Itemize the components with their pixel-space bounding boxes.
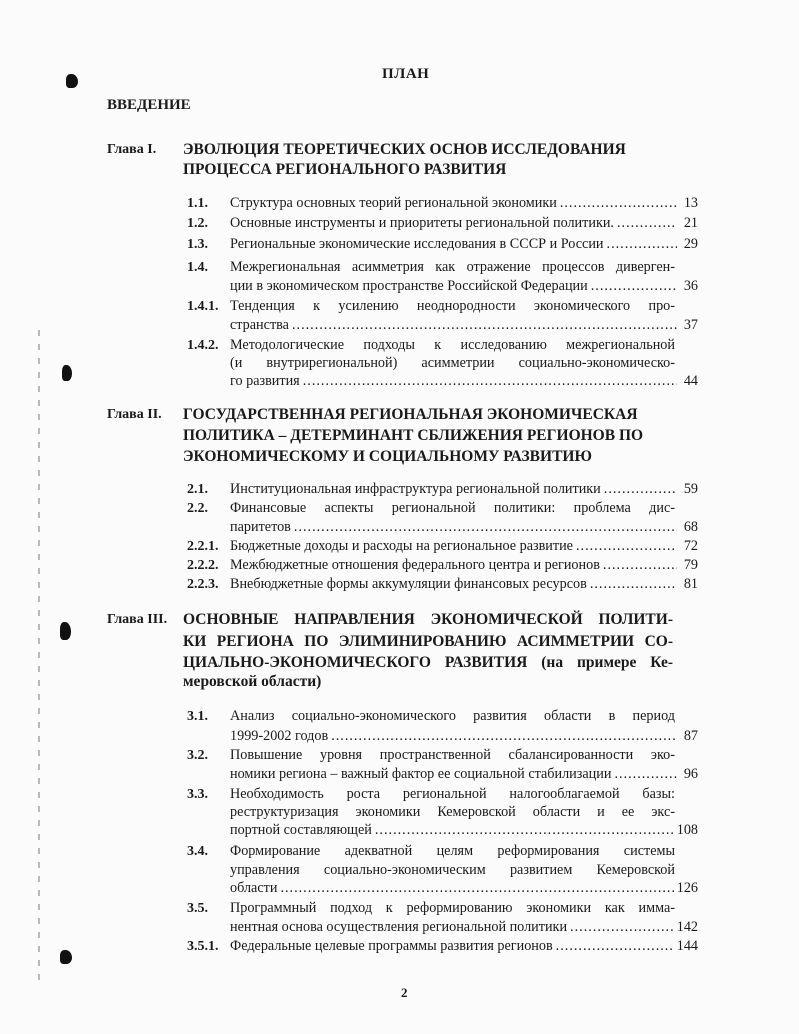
page-ref: 79 — [683, 557, 698, 573]
page-ref: 144 — [676, 938, 698, 954]
dot-leader — [280, 880, 673, 897]
dot-leader — [294, 519, 677, 536]
page-ref: 142 — [676, 919, 698, 935]
chapter-title-line: меровской области) — [183, 673, 322, 690]
page-ref: 44 — [683, 373, 698, 389]
page-ref: 87 — [683, 728, 698, 744]
dot-leader — [591, 278, 677, 295]
page-ref: 126 — [676, 880, 698, 896]
page-ref: 59 — [683, 481, 698, 497]
section-title-line: Повышение уровня пространственной сбалансированности эко- — [230, 747, 675, 763]
section-title-line: Программный подход к реформированию экономики как имма- — [230, 900, 675, 916]
chapter-title-line: КИ РЕГИОНА ПО ЭЛИМИНИРОВАНИЮ АСИММЕТРИИ СО- — [183, 633, 673, 650]
section-title-line: Финансовые аспекты региональной политики: проблема дис- — [230, 500, 675, 516]
page-ref: 108 — [676, 822, 698, 838]
section-title-line: Основные инструменты и приоритеты региональной политики. — [230, 215, 614, 231]
introduction-heading: ВВЕДЕНИЕ — [107, 97, 191, 113]
page-ref: 81 — [683, 576, 698, 592]
toc-entry-link[interactable] — [230, 919, 698, 936]
toc-entry-link[interactable] — [230, 538, 698, 555]
page-ref: 21 — [683, 215, 698, 231]
toc-entry-link[interactable] — [230, 317, 698, 334]
chapter-label: Глава I. — [107, 142, 157, 157]
toc-entry-link[interactable] — [230, 822, 698, 839]
section-title-line: портной составляющей — [230, 822, 372, 838]
section-number: 1.1. — [187, 196, 208, 211]
section-title-line: Федеральные целевые программы развития регионов — [230, 938, 553, 954]
section-title-line: Структура основных теорий региональной экономики — [230, 195, 557, 211]
chapter-label: Глава II. — [107, 407, 162, 422]
section-number: 3.1. — [187, 709, 208, 724]
section-number: 2.2.2. — [187, 558, 219, 573]
page-title: ПЛАН — [382, 66, 430, 82]
scan-mark-icon — [60, 950, 72, 964]
dot-leader — [375, 822, 674, 839]
section-number: 3.4. — [187, 844, 208, 859]
scan-mark-icon — [66, 74, 78, 88]
section-title-line: Формирование адекватной целям реформирования системы — [230, 843, 675, 859]
section-title-line: управления социально-экономическим развитием Кемеровской — [230, 862, 675, 878]
toc-entry-link[interactable] — [230, 880, 698, 897]
dot-leader — [570, 919, 674, 936]
section-title-line: (и внутрирегиональной) асимметрии социально-экономическо- — [230, 355, 675, 371]
page-ref: 36 — [683, 278, 698, 294]
section-title-line: паритетов — [230, 519, 291, 535]
section-number: 3.5.1. — [187, 939, 219, 954]
section-title-line: Методологические подходы к исследованию межрегиональной — [230, 337, 675, 353]
section-title-line: нентная основа осуществления региональной политики — [230, 919, 568, 935]
section-number: 2.1. — [187, 482, 208, 497]
dot-leader — [303, 373, 677, 390]
section-number: 1.4.1. — [187, 299, 219, 314]
toc-entry-link[interactable] — [230, 519, 698, 536]
section-title-line: Региональные экономические исследования в СССР и России — [230, 236, 604, 252]
section-title-line: области — [230, 880, 278, 896]
chapter-title-line: ЭКОНОМИЧЕСКОМУ И СОЦИАЛЬНОМУ РАЗВИТИЮ — [183, 448, 592, 465]
page-ref: 96 — [683, 766, 698, 782]
toc-entry-link[interactable] — [230, 557, 698, 574]
toc-entry-link[interactable] — [230, 195, 698, 212]
page-ref: 13 — [683, 195, 698, 211]
section-title-line: Внебюджетные формы аккумуляции финансовых ресурсов — [230, 576, 587, 592]
chapter-title-line: ЦИАЛЬНО-ЭКОНОМИЧЕСКОГО РАЗВИТИЯ (на примере Ке- — [183, 654, 673, 671]
page-ref: 29 — [683, 236, 698, 252]
dot-leader — [556, 938, 674, 955]
section-number: 3.3. — [187, 787, 208, 802]
toc-entry-link[interactable] — [230, 728, 698, 745]
scan-mark-icon — [62, 365, 72, 381]
dot-leader — [603, 557, 677, 574]
toc-entry-link[interactable] — [230, 373, 698, 390]
dot-leader — [617, 215, 677, 232]
section-title-line: 1999-2002 годов — [230, 728, 329, 744]
chapter-title-line: ПОЛИТИКА – ДЕТЕРМИНАНТ СБЛИЖЕНИЯ РЕГИОНОВ ПО — [183, 427, 644, 444]
toc-entry-link[interactable] — [230, 236, 698, 253]
toc-entry-link[interactable] — [230, 481, 698, 498]
section-title-line: Тенденция к усилению неоднородности экономического про- — [230, 298, 675, 314]
chapter-title-line: ПРОЦЕССА РЕГИОНАЛЬНОГО РАЗВИТИЯ — [183, 161, 507, 178]
chapter-title-line: ГОСУДАРСТВЕННАЯ РЕГИОНАЛЬНАЯ ЭКОНОМИЧЕСКАЯ — [183, 406, 638, 423]
scan-mark-icon — [60, 622, 71, 640]
section-title-line: Бюджетные доходы и расходы на региональное развитие — [230, 538, 573, 554]
toc-entry-link[interactable] — [230, 766, 698, 783]
section-title-line: странства — [230, 317, 289, 333]
chapter-label: Глава III. — [107, 612, 168, 627]
section-number: 3.2. — [187, 748, 208, 763]
dot-leader — [590, 576, 677, 593]
section-title-line: Межбюджетные отношения федерального центра и регионов — [230, 557, 600, 573]
section-title-line: ции в экономическом пространстве Российской Федерации — [230, 278, 588, 294]
page-ref: 37 — [683, 317, 698, 333]
dot-leader — [607, 236, 677, 253]
section-number: 3.5. — [187, 901, 208, 916]
chapter-title-line: ОСНОВНЫЕ НАПРАВЛЕНИЯ ЭКОНОМИЧЕСКОЙ ПОЛИТИ- — [183, 611, 673, 628]
dot-leader — [560, 195, 677, 212]
section-title-line: Анализ социально-экономического развития области в период — [230, 708, 675, 724]
section-number: 1.4.2. — [187, 338, 219, 353]
scan-edge-artifact — [38, 330, 40, 980]
toc-entry-link[interactable] — [230, 938, 698, 955]
section-number: 2.2.1. — [187, 539, 219, 554]
section-title-line: Межрегиональная асимметрия как отражение процессов диверген- — [230, 259, 675, 275]
section-number: 2.2. — [187, 501, 208, 516]
dot-leader — [614, 766, 677, 783]
section-title-line: Необходимость роста региональной налогооблагаемой базы: — [230, 786, 675, 802]
section-title-line: номики региона – важный фактор ее социальной стабилизации — [230, 766, 612, 782]
section-title-line: Институциональная инфраструктура региональной политики — [230, 481, 601, 497]
section-number: 1.4. — [187, 260, 208, 275]
section-title-line: го развития — [230, 373, 300, 389]
page-ref: 72 — [683, 538, 698, 554]
dot-leader — [331, 728, 677, 745]
section-title-line: реструктуризация экономики Кемеровской области и ее экс- — [230, 804, 675, 820]
page-ref: 68 — [683, 519, 698, 535]
dot-leader — [576, 538, 677, 555]
section-number: 2.2.3. — [187, 577, 219, 592]
dot-leader — [292, 317, 677, 334]
chapter-title-line: ЭВОЛЮЦИЯ ТЕОРЕТИЧЕСКИХ ОСНОВ ИССЛЕДОВАНИЯ — [183, 141, 626, 158]
toc-entry-link[interactable] — [230, 576, 698, 593]
dot-leader — [604, 481, 677, 498]
section-number: 1.2. — [187, 216, 208, 231]
toc-entry-link[interactable] — [230, 278, 698, 295]
section-number: 1.3. — [187, 237, 208, 252]
page-number: 2 — [401, 985, 408, 1000]
toc-entry-link[interactable] — [230, 215, 698, 232]
